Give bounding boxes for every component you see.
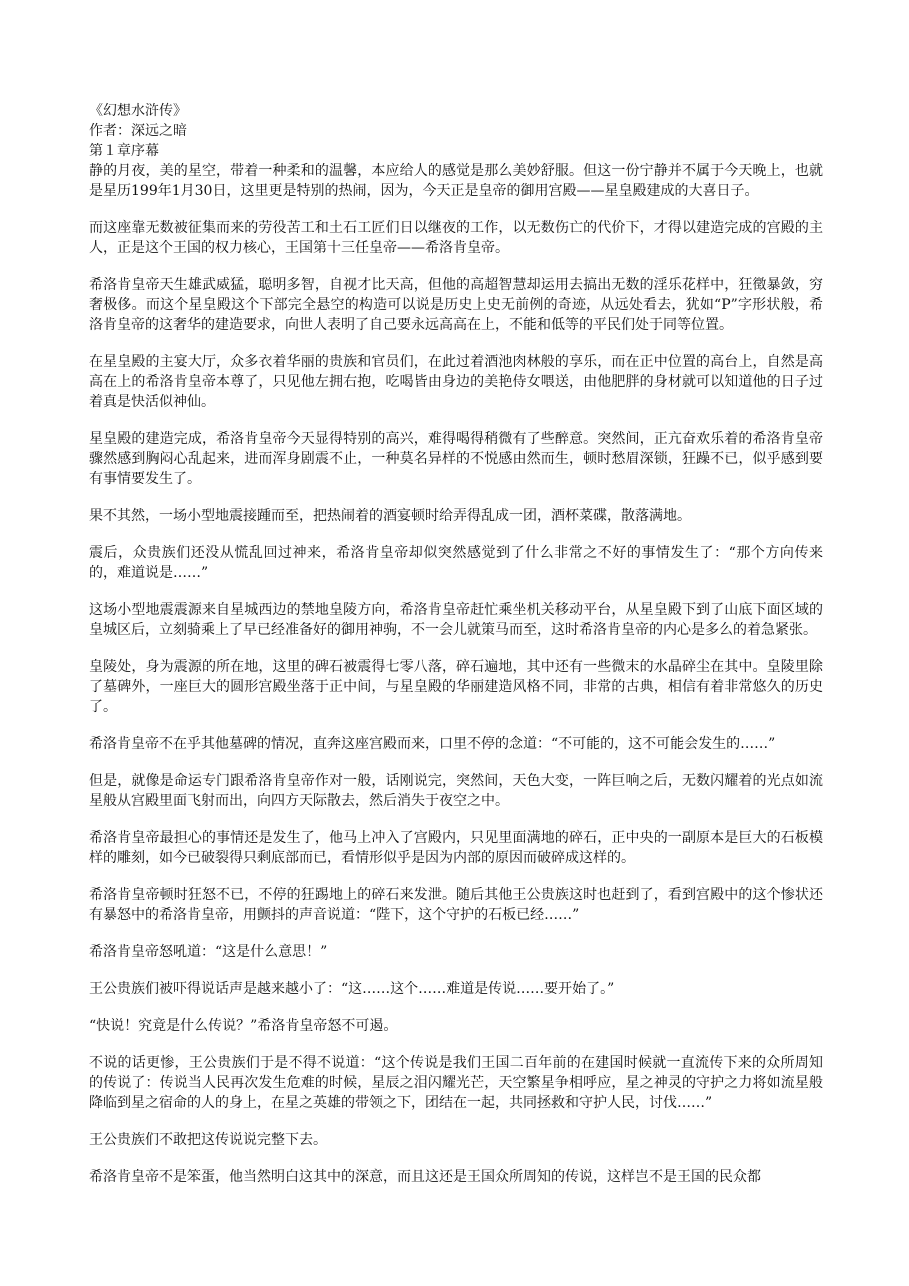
paragraph: 皇陵处，身为震源的所在地，这里的碑石被震得七零八落，碎石遍地，其中还有一些微末的水晶碎尘在其中。皇陵里除了墓碑外，一座巨大的圆形宫殿坐落于正中间，与星皇殿的华丽建造风格不同，非常的古典，相信有着非常悠久的历史了。	[89, 659, 823, 715]
book-header	[89, 101, 823, 161]
paragraph: 希洛肯皇帝天生雄武威猛，聪明多智，自视才比天高，但他的高超智慧却运用去搞出无数的淫乐花样中，狂徵暴敛，穷奢极侈。而这个星皇殿这个下部完全悬空的构造可以说是历史上史无前例的奇迹，从远处看去，犹如“P”字形状般，希洛肯皇帝的这奢华的建造要求，向世人表明了自己要永远高高在上，不能和低等的平民们处于同等位置。	[89, 277, 823, 333]
paragraph: 在星皇殿的主宴大厅，众多衣着华丽的贵族和官员们，在此过着酒池肉林般的享乐，而在正中位置的高台上，自然是高高在上的希洛肯皇帝本尊了，只见他左拥右抱，吃喝皆由身边的美艳侍女喂送，由他肥胖的身材就可以知道他的日子过着真是快活似神仙。	[89, 354, 823, 410]
paragraph: 希洛肯皇帝不是笨蛋，他当然明白这其中的深意，而且这还是王国众所周知的传说，这样岂不是王国的民众都	[89, 1169, 761, 1185]
paragraph: 震后，众贵族们还没从慌乱回过神来，希洛肯皇帝却似突然感觉到了什么非常之不好的事情发生了：“那个方向传来的，难道说是……”	[89, 545, 823, 581]
paragraph: 但是，就像是命运专门跟希洛肯皇帝作对一般，话刚说完，突然间，天色大变，一阵巨响之后，无数闪耀着的光点如流星般从宫殿里面飞射而出，向四方天际散去，然后消失于夜空之中。	[89, 773, 823, 809]
paragraph: 希洛肯皇帝怒吼道：“这是什么意思！”	[89, 944, 328, 960]
chapter-body	[89, 161, 823, 1187]
book-title: 《幻想水浒传》	[89, 103, 187, 119]
paragraph: 王公贵族们不敢把这传说说完整下去。	[89, 1132, 327, 1148]
paragraph: 希洛肯皇帝最担心的事情还是发生了，他马上冲入了宫殿内，只见里面满地的碎石，正中央的一副原本是巨大的石板模样的雕刻，如今已破裂得只剩底部而已，看情形似乎是因为内部的原因而破碎成这样的。	[89, 830, 823, 866]
paragraph: 而这座靠无数被征集而来的劳役苦工和土石工匠们日以继夜的工作，以无数伤亡的代价下，才得以建造完成的宫殿的主人，正是这个王国的权力核心，王国第十三任皇帝——希洛肯皇帝。	[89, 220, 823, 256]
chapter-heading: 第１章序幕	[89, 143, 159, 159]
paragraph: 不说的话更惨，王公贵族们于是不得不说道：“这个传说是我们王国二百年前的在建国时候就一直流传下来的众所周知的传说了：传说当人民再次发生危难的时候，星辰之泪闪耀光芒，天空繁星争相呼应，星之神灵的守护之力将如流星般降临到星之宿命的人的身上，在星之英雄的带领之下，团结在一起，共同拯救和守护人民，讨伐……”	[89, 1055, 823, 1111]
paragraph: 希洛肯皇帝顿时狂怒不已，不停的狂踢地上的碎石来发泄。随后其他王公贵族这时也赶到了，看到宫殿中的这个惨状还有暴怒中的希洛肯皇帝，用颤抖的声音说道：“陛下，这个守护的石板已经……”	[89, 887, 823, 923]
document-page	[89, 101, 823, 1204]
paragraph: “快说！究竟是什么传说？”希洛肯皇帝怒不可遏。	[89, 1018, 398, 1034]
paragraph: 星皇殿的建造完成，希洛肯皇帝今天显得特别的高兴，难得喝得稍微有了些醉意。突然间，正亢奋欢乐着的希洛肯皇帝骤然感到胸闷心乱起来，进而浑身剧震不止，一种莫名异样的不悦感由然而生，顿时愁眉深锁，狂躁不已，似乎感到要有事情要发生了。	[89, 431, 823, 487]
paragraph: 静的月夜，美的星空，带着一种柔和的温馨，本应给人的感觉是那么美妙舒服。但这一份宁静并不属于今天晚上，也就是星历199年1月30日，这里更是特别的热闹，因为，今天正是皇帝的御用宫殿——星皇殿建成的大喜日子。	[89, 163, 823, 199]
book-author: 作者：深远之暗	[89, 123, 187, 139]
paragraph: 果不其然，一场小型地震接踵而至，把热闹着的酒宴顿时给弄得乱成一团，酒杯菜碟，散落满地。	[89, 508, 691, 524]
paragraph: 这场小型地震震源来自星城西边的禁地皇陵方向，希洛肯皇帝赶忙乘坐机关移动平台，从星皇殿下到了山底下面区域的皇城区后，立刻骑乘上了早已经准备好的御用神驹，不一会儿就策马而至，这时希洛肯皇帝的内心是多么的着急紧张。	[89, 602, 823, 638]
paragraph: 王公贵族们被吓得说话声是越来越小了：“这……这个……难道是传说……要开始了。”	[89, 981, 615, 997]
paragraph: 希洛肯皇帝不在乎其他墓碑的情况，直奔这座宫殿而来，口里不停的念道：“不可能的，这不可能会发生的……”	[89, 736, 776, 752]
